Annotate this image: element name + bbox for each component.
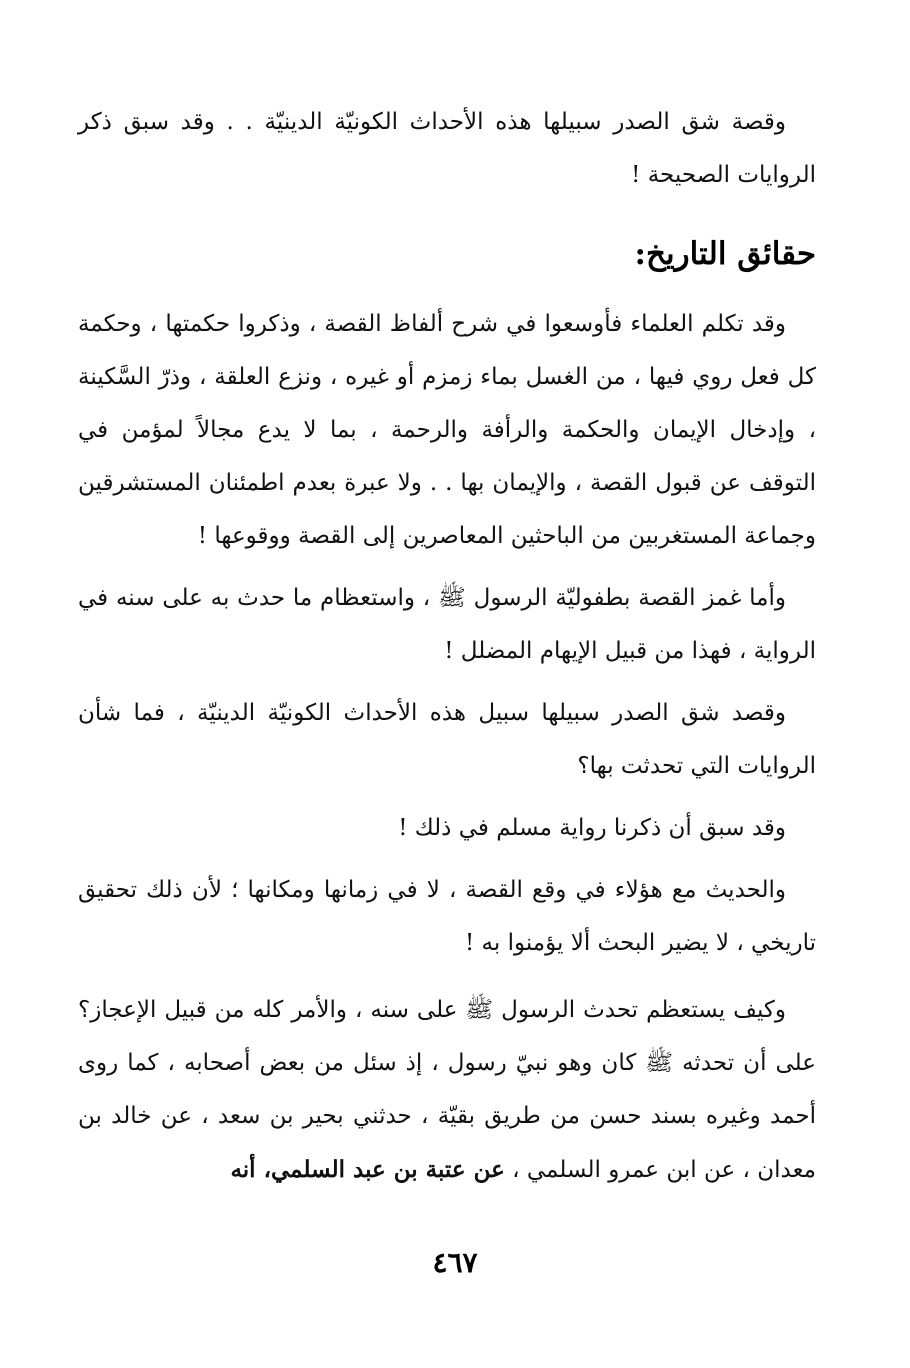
paragraph-text: وأما غمز القصة بطفوليّة الرسول ﷺ ، واستعظام ما حدث به على سنه في الرواية ، فهذا من قبيل الإيهام المضلل !: [78, 585, 816, 664]
paragraph-shaq-al-sadr: [78, 96, 816, 202]
paragraph-ulama: [78, 298, 816, 563]
paragraph-text: وقد سبق أن ذكرنا رواية مسلم في ذلك !: [398, 815, 786, 841]
paragraph-text: والحديث مع هؤلاء في وقع القصة ، لا في زمانها ومكانها ؛ لأن ذلك تحقيق تاريخي ، لا يضير البحث ألا يؤمنوا به !: [78, 877, 816, 956]
section-heading: حقائق التاريخ:: [634, 236, 816, 272]
paragraph-muslim: [78, 802, 816, 855]
paragraph-childhood: [78, 572, 816, 678]
paragraph-text: وكيف يستعظم تحدث الرسول ﷺ على سنه ، والأمر كله من قبيل الإعجاز؟ على أن تحدثه ﷺ كان وهو نبيّ رسول ، إذ سئل من بعض أصحابه ، كما روى أحمد وغيره بسند حسن من طريق بقيّة ، حدثني بحير بن سعد ، عن خالد بن معدان ، عن ابن عمرو السلمي ،: [78, 997, 816, 1183]
paragraph-riwayat: [78, 687, 816, 793]
paragraph-tarikh: [78, 864, 816, 970]
page-body: [78, 96, 816, 1197]
paragraph-text: وقصد شق الصدر سبيلها سبيل هذه الأحداث الكونيّة الدينيّة ، فما شأن الروايات التي تحدثت بها؟: [78, 700, 816, 779]
paragraph-text: وقصة شق الصدر سبيلها هذه الأحداث الكونيّة الدينيّة . . وقد سبق ذكر الروايات الصحيحة !: [78, 109, 816, 188]
paragraph-bold-text: عن عتبة بن عبد السلمي، أنه: [230, 1156, 505, 1183]
paragraph-text: وقد تكلم العلماء فأوسعوا في شرح ألفاظ القصة ، وذكروا حكمتها ، وحكمة كل فعل روي فيها ، من الغسل بماء زمزم أو غيره ، ونزع العلقة ، وذرّ السَّكينة ، وإدخال الإيمان والحكمة والرأفة والرحمة ، بما لا يدع مجالاً لمؤمن في التوقف عن قبول القصة ، والإيمان بها . . ولا عبرة بعدم اطمئنان المستشرقين وجماعة المستغربين من الباحثين المعاصرين إلى القصة ووقوعها !: [78, 311, 816, 549]
page-number: ٤٦٧: [432, 1246, 478, 1279]
paragraph-ijaz: [78, 984, 816, 1197]
